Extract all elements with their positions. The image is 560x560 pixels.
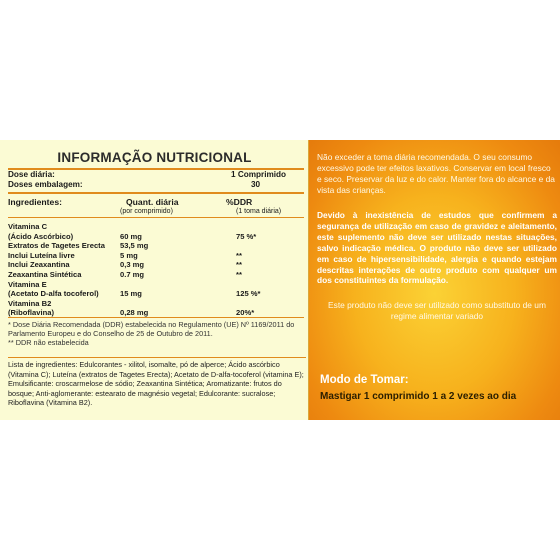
ingredient-ddr: 125 %*	[236, 289, 261, 299]
ingredient-name: Inclui Luteína livre	[8, 250, 75, 260]
table-row	[8, 222, 304, 232]
ingredient-qty: 5 mg	[120, 250, 138, 260]
doses-pack-label: Doses embalagem:	[8, 180, 83, 189]
ingredient-ddr: 75 %*	[236, 231, 257, 241]
ingredient-qty: 60 mg	[120, 231, 142, 241]
header-ddr-sub: (1 toma diária)	[236, 208, 282, 215]
dose-daily-value: 1 Comprimido	[231, 170, 287, 179]
ingredient-ddr: 20%*	[236, 308, 255, 318]
table-row	[8, 232, 304, 242]
header-ddr: %DDR	[226, 197, 253, 207]
warning-dosage: Não exceder a toma diária recomendada. O seu consumo excessivo pode ter efeitos laxativos. Conservar em local fresco e seco. Preservar da luz e do calor. Manter fora do alcance e da vista das crianças.	[317, 152, 555, 195]
ingredient-name: Zeaxantina Sintética	[8, 269, 82, 279]
ingredient-qty: 0,3 mg	[120, 260, 145, 270]
ingredient-ddr	[236, 280, 304, 290]
ingredient-ddr	[236, 299, 304, 309]
table-row	[8, 289, 304, 299]
ingredient-ddr: **	[236, 260, 242, 270]
table-row	[8, 280, 304, 290]
dose-info	[8, 168, 304, 190]
ingredient-qty: 15 mg	[120, 289, 142, 299]
header-qty: Quant. diária	[126, 197, 179, 207]
header-qty-sub: (por comprimido)	[120, 208, 173, 215]
warning-substitute: Este produto não deve ser utilizado como substituto de um regime alimentar variado	[328, 300, 546, 321]
ingredient-qty	[120, 222, 236, 232]
dose-daily-label: Dose diária:	[8, 170, 55, 179]
dose-daily-row	[8, 170, 304, 180]
ingredient-name: Vitamina C	[8, 222, 48, 231]
ingredient-name: (Riboflavina)	[8, 308, 54, 318]
table-row	[8, 270, 304, 280]
ingredient-ddr: **	[236, 269, 242, 279]
ingredient-ddr	[236, 241, 304, 251]
ingredient-name: (Ácido Ascórbico)	[8, 231, 74, 241]
footnotes	[8, 320, 306, 348]
ingredient-qty	[120, 280, 236, 290]
table-row	[8, 251, 304, 261]
ingredient-ddr: **	[236, 250, 242, 260]
ingredient-ddr	[236, 222, 304, 232]
ingredient-qty: 0.7 mg	[120, 269, 145, 279]
doses-pack-row	[8, 180, 304, 190]
footnote-ddr: * Dose Diária Recomendada (DDR) estabelecida no Regulamento (UE) Nº 1169/2011 do Parlamento Europeu e do Conselho de 25 de Outubro de 2011.	[8, 320, 295, 339]
ingredient-name: Vitamina B2	[8, 298, 52, 308]
footnote-not-established: ** DDR não estabelecida	[8, 338, 89, 348]
usage-text: Mastigar 1 comprimido 1 a 2 vezes ao dia	[320, 391, 517, 402]
ingredient-name: Extratos de Tagetes Erecta	[8, 241, 105, 251]
ingredient-qty	[120, 299, 236, 309]
ingredients-table	[8, 222, 304, 318]
usage-title: Modo de Tomar:	[320, 374, 409, 386]
header-ingredients: Ingredientes:	[8, 197, 62, 207]
ingredients-header	[8, 192, 304, 218]
table-row	[8, 260, 304, 270]
ingredient-qty: 53,5 mg	[120, 241, 149, 251]
ingredient-qty: 0,28 mg	[120, 308, 149, 318]
ingredient-name: Vitamina E	[8, 279, 47, 289]
nutrition-title: INFORMAÇÃO NUTRICIONAL	[57, 150, 252, 165]
ingredients-list: Lista de ingredientes: Edulcorantes - xilitol, isomalte, pó de alperce; Ácido ascórbico (Vitamina C); Luteína (extratos de Tagetes Erecta); Acetato de D-alfa-tocoferol (vitamina E); Emulsificante: croscarmelose de sódio; Zeaxantina Sintética; Aromatizante: frutos do bosque; Anti-aglomerante: estearato de magnésio vegetal; Edulcorante: sucralose; Riboflavina (Vitamina B2).	[8, 357, 306, 408]
doses-pack-value: 30	[251, 180, 261, 189]
table-divider	[8, 317, 304, 318]
warning-pregnancy: Devido à inexistência de estudos que confirmem a segurança de utilização em caso de gravidez e aleitamento, este suplemento não deve ser utilizado nestas situações, salvo indicação médica. O produto não deve ser utilizado em caso de hipersensibilidade, alergia e quando estejam descritas interações de outro produto com qualquer um dos constituintes da formulação.	[317, 210, 557, 286]
ingredient-name: Inclui Zeaxantina	[8, 260, 70, 270]
ingredient-name: (Acetato D-alfa tocoferol)	[8, 289, 99, 299]
table-row	[8, 241, 304, 251]
table-row	[8, 299, 304, 309]
